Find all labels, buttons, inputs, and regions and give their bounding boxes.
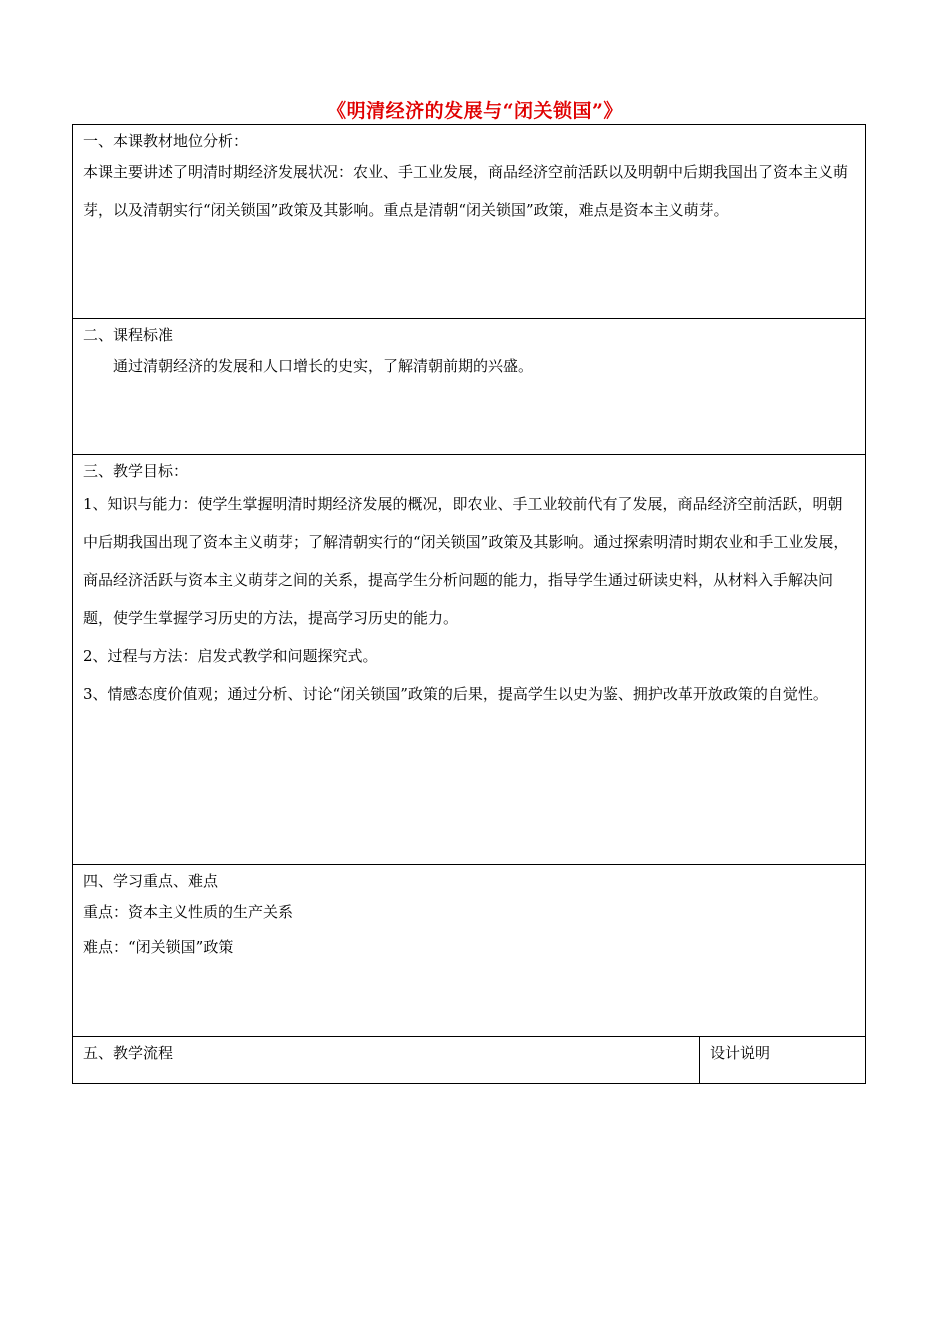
section-heading: 一、本课教材地位分析： <box>83 132 249 150</box>
section-body: 通过清朝经济的发展和人口增长的史实，了解清朝前期的兴盛。 <box>113 357 534 375</box>
section-heading: 四、学习重点、难点 <box>83 872 219 890</box>
design-notes-heading: 设计说明 <box>710 1044 771 1062</box>
difficult-point: 难点：“闭关锁国”政策 <box>83 938 234 956</box>
section-heading: 二、课程标准 <box>83 326 174 344</box>
key-point: 重点：资本主义性质的生产关系 <box>83 903 294 921</box>
section-key-difficult-points <box>73 864 865 1036</box>
section-curriculum-standard <box>73 318 865 454</box>
objective-process: 2、过程与方法：启发式教学和问题探究式。 <box>83 647 378 665</box>
section-textbook-analysis <box>73 125 865 318</box>
section-heading: 三、教学目标： <box>83 462 189 480</box>
section-teaching-objectives <box>73 454 865 864</box>
teaching-process-heading: 五、教学流程 <box>73 1037 700 1084</box>
section-body: 本课主要讲述了明清时期经济发展状况：农业、手工业发展，商品经济空前活跃以及明朝中后期我国出了资本主义萌芽，以及清朝实行“闭关锁国”政策及其影响。重点是清朝“闭关锁国”政策，难点是资本主义萌芽。 <box>83 163 849 219</box>
section-teaching-process <box>73 1036 865 1084</box>
objective-attitude: 3、情感态度价值观；通过分析、讨论“闭关锁国”政策的后果，提高学生以史为鉴、拥护改革开放政策的自觉性。 <box>83 685 828 703</box>
document-title: 《明清经济的发展与“闭关锁国”》 <box>327 100 623 122</box>
lesson-plan-table <box>72 124 866 1084</box>
objective-knowledge: 1、知识与能力：使学生掌握明清时期经济发展的概况，即农业、手工业较前代有了发展，商品经济空前活跃，明朝中后期我国出现了资本主义萌芽；了解清朝实行的“闭关锁国”政策及其影响。通过探索明清时期农业和手工业发展，商品经济活跃与资本主义萌芽之间的关系，提高学生分析问题的能力，指导学生通过研读史料，从材料入手解决问题，使学生掌握学习历史的方法，提高学习历史的能力。 <box>83 495 849 627</box>
